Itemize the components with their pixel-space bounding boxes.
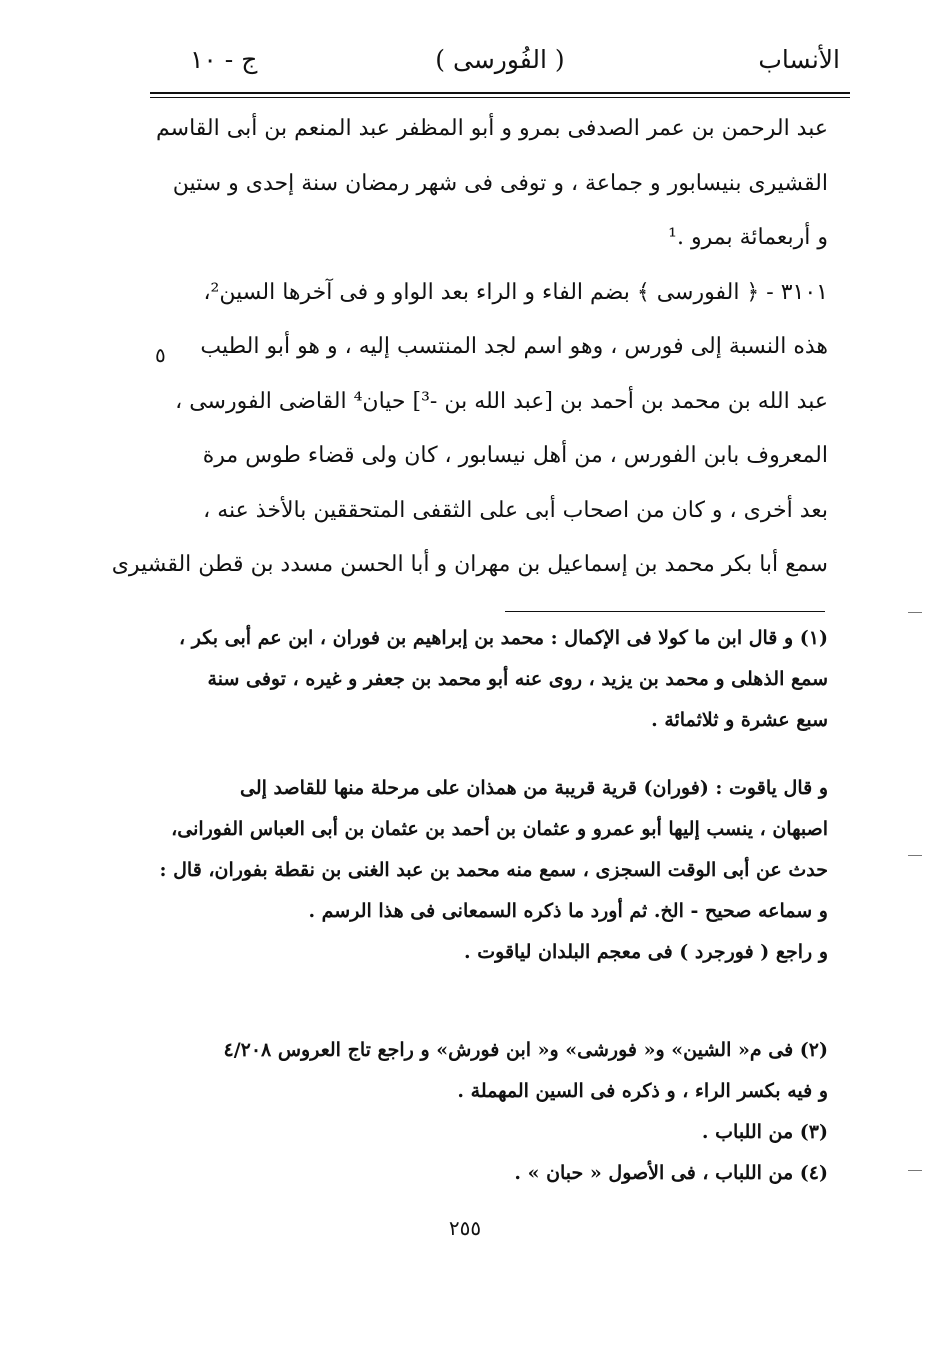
footnote-line: و سماعه صحيح - الخ. ثم أورد ما ذكره السمعانى فى هذا الرسم . [308,900,828,922]
scan-margin-mark [908,1170,922,1171]
footnote-separator [505,611,825,612]
header-volume: ج - ١٠ [190,45,258,74]
main-line: و أربعمائة بمرو .¹ [668,225,828,250]
footnote-line: (٢) فى م« الشين» و« فورشى» و« ابن فورش» و راجع تاج العروس ٤/٢٠٨ [223,1039,828,1061]
footnote-1 [168,618,828,741]
margin-line-number: ٥ [155,343,166,367]
footnote-line: (٣) من اللباب . [701,1121,828,1143]
main-line: هذه النسبة إلى فورس ، وهو اسم لجد المنتسب إليه ، و هو أبو الطيب [200,334,828,359]
main-line: سمع أبا بكر محمد بن إسماعيل بن مهران و أبا الحسن مسدد بن قطن القشيرى [111,552,828,577]
main-line: القشيرى بنيسابور و جماعة ، و توفى فى شهر رمضان سنة إحدى و ستين [172,170,828,196]
scan-margin-mark [908,855,922,856]
footnotes-2-4 [168,1030,828,1194]
header-rule-thin [150,97,850,98]
main-text [111,102,828,593]
header-book-title: الأنساب [758,45,840,74]
footnote-line: حدث عن أبى الوقت السجزى ، سمع منه محمد بن عبد الغنى بن نقطة بفوران، قال : [159,859,828,881]
footnote-line: اصبهان ، ينسب إليها أبو عمرو و عثمان بن أحمد بن عثمان بن أبى العباس الفورانى، [171,818,828,840]
main-line: عبد الرحمن بن عمر الصدفى بمرو و أبو المظفر عبد المنعم بن أبى القاسم [156,116,828,141]
footnote-line: و راجع ( فورجرد ) فى معجم البلدان لياقوت . [464,941,828,963]
header-rule-thick [150,92,850,94]
footnote-line: (١) و قال ابن ما كولا فى الإكمال : محمد بن إبراهيم بن فوران ، ابن عم أبى بكر ، [179,627,828,649]
entry-heading-line: ٣١٠١ - ﴿ الفورسى ﴾ بضم الفاء و الراء بعد الواو و فى آخرها السين²، [203,279,828,305]
scan-margin-mark [908,612,922,613]
header-entry-title: ( الفُورسى ) [435,45,565,74]
footnote-line: سبع عشرة و ثلاثمائة . [651,709,828,731]
main-line: عبد الله بن محمد بن أحمد بن [عبد الله بن -³] حيان⁴ القاضى الفورسى ، [175,388,828,414]
main-line: بعد أخرى ، و كان من اصحاب أبى على الثقفى المتحققين بالأخذ عنه ، [203,497,828,523]
running-header [150,40,850,84]
main-line: المعروف بابن الفورس ، من أهل نيسابور ، كان ولى قضاء طوس مرة [202,443,828,468]
footnote-1-continued [159,768,828,973]
footnote-line: (٤) من اللباب ، فى الأصول « حبان » . [514,1162,828,1184]
footnote-line: و قال ياقوت : (فوران) قرية قريبة من همذان على مرحلة منها للقاصد إلى [240,777,828,799]
footnote-line: و فيه بكسر الراء ، و ذكره فى السين المهملة . [457,1080,828,1102]
footnote-line: سمع الذهلى و محمد بن يزيد ، روى عنه أبو محمد بن جعفر و غيره ، توفى سنة [207,668,828,690]
page-number: ٢٥٥ [448,1216,482,1240]
